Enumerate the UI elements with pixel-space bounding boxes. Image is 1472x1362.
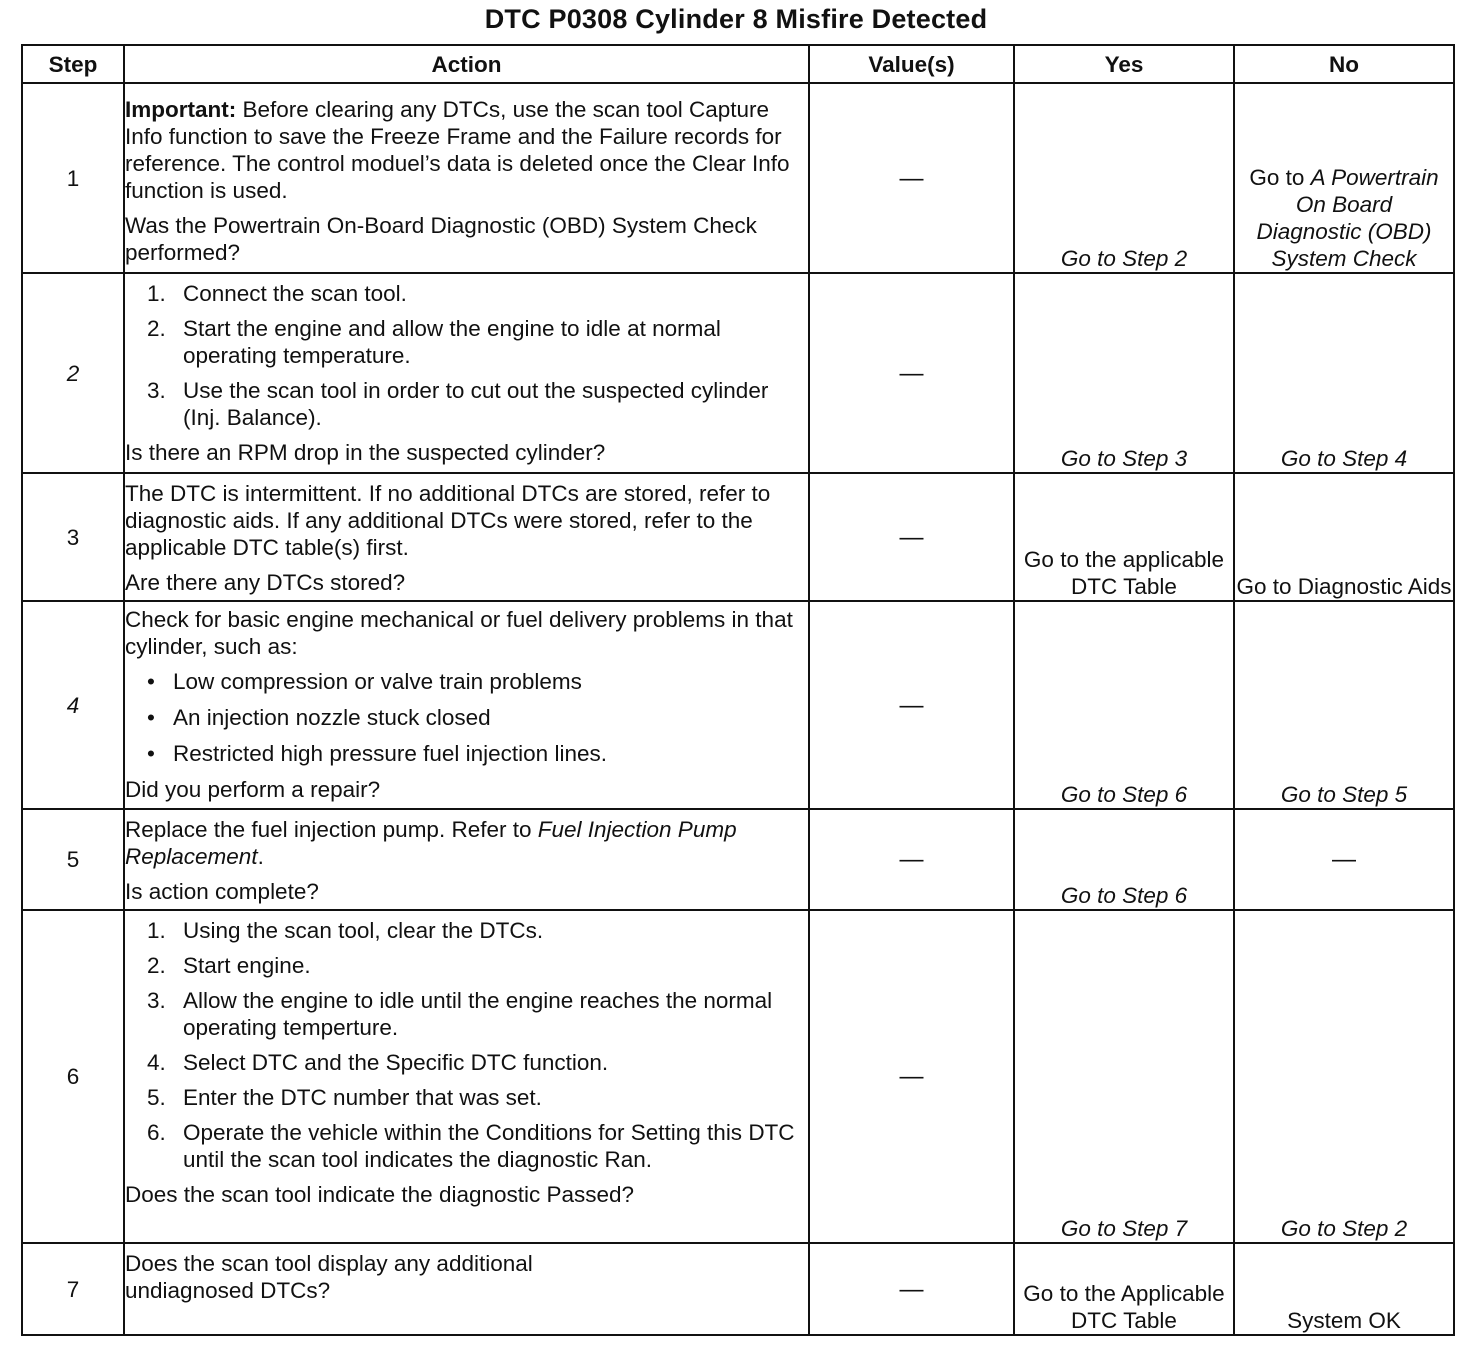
item-number: 2. xyxy=(147,316,166,341)
list-item xyxy=(125,1049,808,1076)
list-item xyxy=(125,740,808,767)
yes-cell xyxy=(1014,809,1234,910)
yes-link[interactable]: Go to Step 2 xyxy=(1060,246,1188,271)
item-text: Low compression or valve train problems xyxy=(173,669,582,694)
action-text xyxy=(125,816,808,870)
list-item xyxy=(125,1084,808,1111)
step-number: 1 xyxy=(22,83,124,273)
action-text-end: . xyxy=(257,844,264,869)
item-text: Connect the scan tool. xyxy=(183,281,407,306)
list-item xyxy=(125,952,808,979)
table-row xyxy=(22,809,1454,910)
list-item xyxy=(125,377,808,431)
list-item xyxy=(125,987,808,1041)
no-link[interactable]: Go to Step 4 xyxy=(1280,446,1408,471)
action-text-plain: Replace the fuel injection pump. Refer to xyxy=(125,817,538,842)
header-action: Action xyxy=(124,45,809,83)
no-link[interactable]: System OK xyxy=(1287,1308,1401,1333)
header-row xyxy=(22,45,1454,83)
yes-link[interactable]: Go to the applicable DTC Table xyxy=(1023,547,1225,599)
item-text: Using the scan tool, clear the DTCs. xyxy=(183,918,544,943)
yes-cell xyxy=(1014,273,1234,473)
no-link[interactable] xyxy=(1249,165,1438,271)
yes-cell xyxy=(1014,83,1234,273)
page-title: DTC P0308 Cylinder 8 Misfire Detected xyxy=(484,4,988,34)
action-text: The DTC is intermittent. If no additional DTCs are stored, refer to diagnostic aids. If any additional DTCs were stored, refer to the applicable DTC table(s) first. xyxy=(125,481,771,560)
value-cell: — xyxy=(809,473,1014,601)
item-number: 3. xyxy=(147,378,166,403)
no-cell xyxy=(1234,83,1454,273)
list-item xyxy=(125,917,808,944)
table-row xyxy=(22,1243,1454,1335)
step-number: 3 xyxy=(22,473,124,601)
action-cell xyxy=(124,1243,809,1335)
dtc-table xyxy=(21,44,1455,1336)
value-cell: — xyxy=(809,83,1014,273)
no-link-target: A Powertrain On Board Diagnostic (OBD) System Check xyxy=(1256,165,1439,271)
step-number: 6 xyxy=(22,910,124,1243)
item-number: 6. xyxy=(147,1120,166,1145)
item-text: Restricted high pressure fuel injection lines. xyxy=(173,741,607,766)
bullet-icon: • xyxy=(147,705,155,730)
yes-link[interactable]: Go to Step 3 xyxy=(1060,446,1188,471)
header-no: No xyxy=(1234,45,1454,83)
no-cell xyxy=(1234,473,1454,601)
item-text: Select DTC and the Specific DTC function. xyxy=(183,1050,609,1075)
action-steps xyxy=(125,917,808,1173)
action-cell xyxy=(124,273,809,473)
action-cell xyxy=(124,473,809,601)
no-link[interactable]: Go to Step 2 xyxy=(1280,1216,1408,1241)
action-question: Was the Powertrain On-Board Diagnostic (OBD) System Check performed? xyxy=(125,213,757,265)
value-cell: — xyxy=(809,1243,1014,1335)
table-row xyxy=(22,473,1454,601)
no-cell xyxy=(1234,910,1454,1243)
yes-link[interactable]: Go to Step 6 xyxy=(1060,883,1188,908)
action-reference-link[interactable]: Fuel Injection Pump Replacement xyxy=(125,817,737,869)
action-cell xyxy=(124,83,809,273)
item-number: 2. xyxy=(147,953,166,978)
bullet-icon: • xyxy=(147,741,155,766)
item-number: 4. xyxy=(147,1050,166,1075)
value-cell: — xyxy=(809,809,1014,910)
item-text: Start engine. xyxy=(183,953,311,978)
yes-cell xyxy=(1014,473,1234,601)
action-question: Does the scan tool indicate the diagnostic Passed? xyxy=(125,1182,635,1207)
no-link[interactable]: Go to Step 5 xyxy=(1280,782,1408,807)
no-cell xyxy=(1234,601,1454,809)
no-cell: — xyxy=(1234,809,1454,910)
yes-link[interactable]: Go to Step 7 xyxy=(1060,1216,1188,1241)
item-number: 1. xyxy=(147,281,166,306)
action-text: Check for basic engine mechanical or fuel delivery problems in that cylinder, such as: xyxy=(125,607,793,659)
yes-cell xyxy=(1014,601,1234,809)
no-cell xyxy=(1234,273,1454,473)
item-text: Allow the engine to idle until the engine reaches the normal operating temperture. xyxy=(183,988,773,1040)
action-cell xyxy=(124,910,809,1243)
value-cell: — xyxy=(809,273,1014,473)
action-question: Is action complete? xyxy=(125,879,319,904)
table-row xyxy=(22,273,1454,473)
action-question: Does the scan tool display any additional undiagnosed DTCs? xyxy=(125,1251,533,1303)
header-step: Step xyxy=(22,45,124,83)
yes-link[interactable]: Go to the Applicable DTC Table xyxy=(1023,1281,1225,1333)
list-item xyxy=(125,704,808,731)
table-row xyxy=(22,83,1454,273)
no-link[interactable]: Go to Diagnostic Aids xyxy=(1236,574,1452,599)
item-text: Operate the vehicle within the Conditions for Setting this DTC until the scan tool indicates the diagnostic Ran. xyxy=(183,1120,795,1172)
action-question: Is there an RPM drop in the suspected cylinder? xyxy=(125,440,606,465)
step-number: 2 xyxy=(22,273,124,473)
list-item xyxy=(125,280,808,307)
step-number: 5 xyxy=(22,809,124,910)
no-cell xyxy=(1234,1243,1454,1335)
item-number: 1. xyxy=(147,918,166,943)
table-row xyxy=(22,601,1454,809)
action-cell xyxy=(124,601,809,809)
action-cell xyxy=(124,809,809,910)
list-item xyxy=(125,668,808,695)
action-question: Are there any DTCs stored? xyxy=(125,570,406,595)
yes-cell xyxy=(1014,1243,1234,1335)
step-number: 4 xyxy=(22,601,124,809)
value-cell: — xyxy=(809,601,1014,809)
header-values: Value(s) xyxy=(809,45,1014,83)
bullet-icon: • xyxy=(147,669,155,694)
step-number: 7 xyxy=(22,1243,124,1335)
item-number: 3. xyxy=(147,988,166,1013)
list-item xyxy=(125,1119,808,1173)
important-note xyxy=(125,96,808,204)
item-number: 5. xyxy=(147,1085,166,1110)
table-row xyxy=(22,910,1454,1243)
item-text: Use the scan tool in order to cut out the suspected cylinder (Inj. Balance). xyxy=(183,378,769,430)
header-yes: Yes xyxy=(1014,45,1234,83)
important-label: Important: xyxy=(125,97,237,122)
important-text: Before clearing any DTCs, use the scan tool Capture Info function to save the Freeze Frame and the Failure records for reference. The control moduel’s data is deleted once the Clear Info function is used. xyxy=(125,97,790,203)
action-bullets xyxy=(125,668,808,767)
value-cell: — xyxy=(809,910,1014,1243)
item-text: Enter the DTC number that was set. xyxy=(183,1085,542,1110)
item-text: Start the engine and allow the engine to idle at normal operating temperature. xyxy=(183,316,721,368)
yes-link[interactable]: Go to Step 6 xyxy=(1060,782,1188,807)
action-question: Did you perform a repair? xyxy=(125,777,381,802)
action-steps xyxy=(125,280,808,431)
item-text: An injection nozzle stuck closed xyxy=(173,705,491,730)
list-item xyxy=(125,315,808,369)
no-link-prefix: Go to xyxy=(1249,165,1311,190)
yes-cell xyxy=(1014,910,1234,1243)
